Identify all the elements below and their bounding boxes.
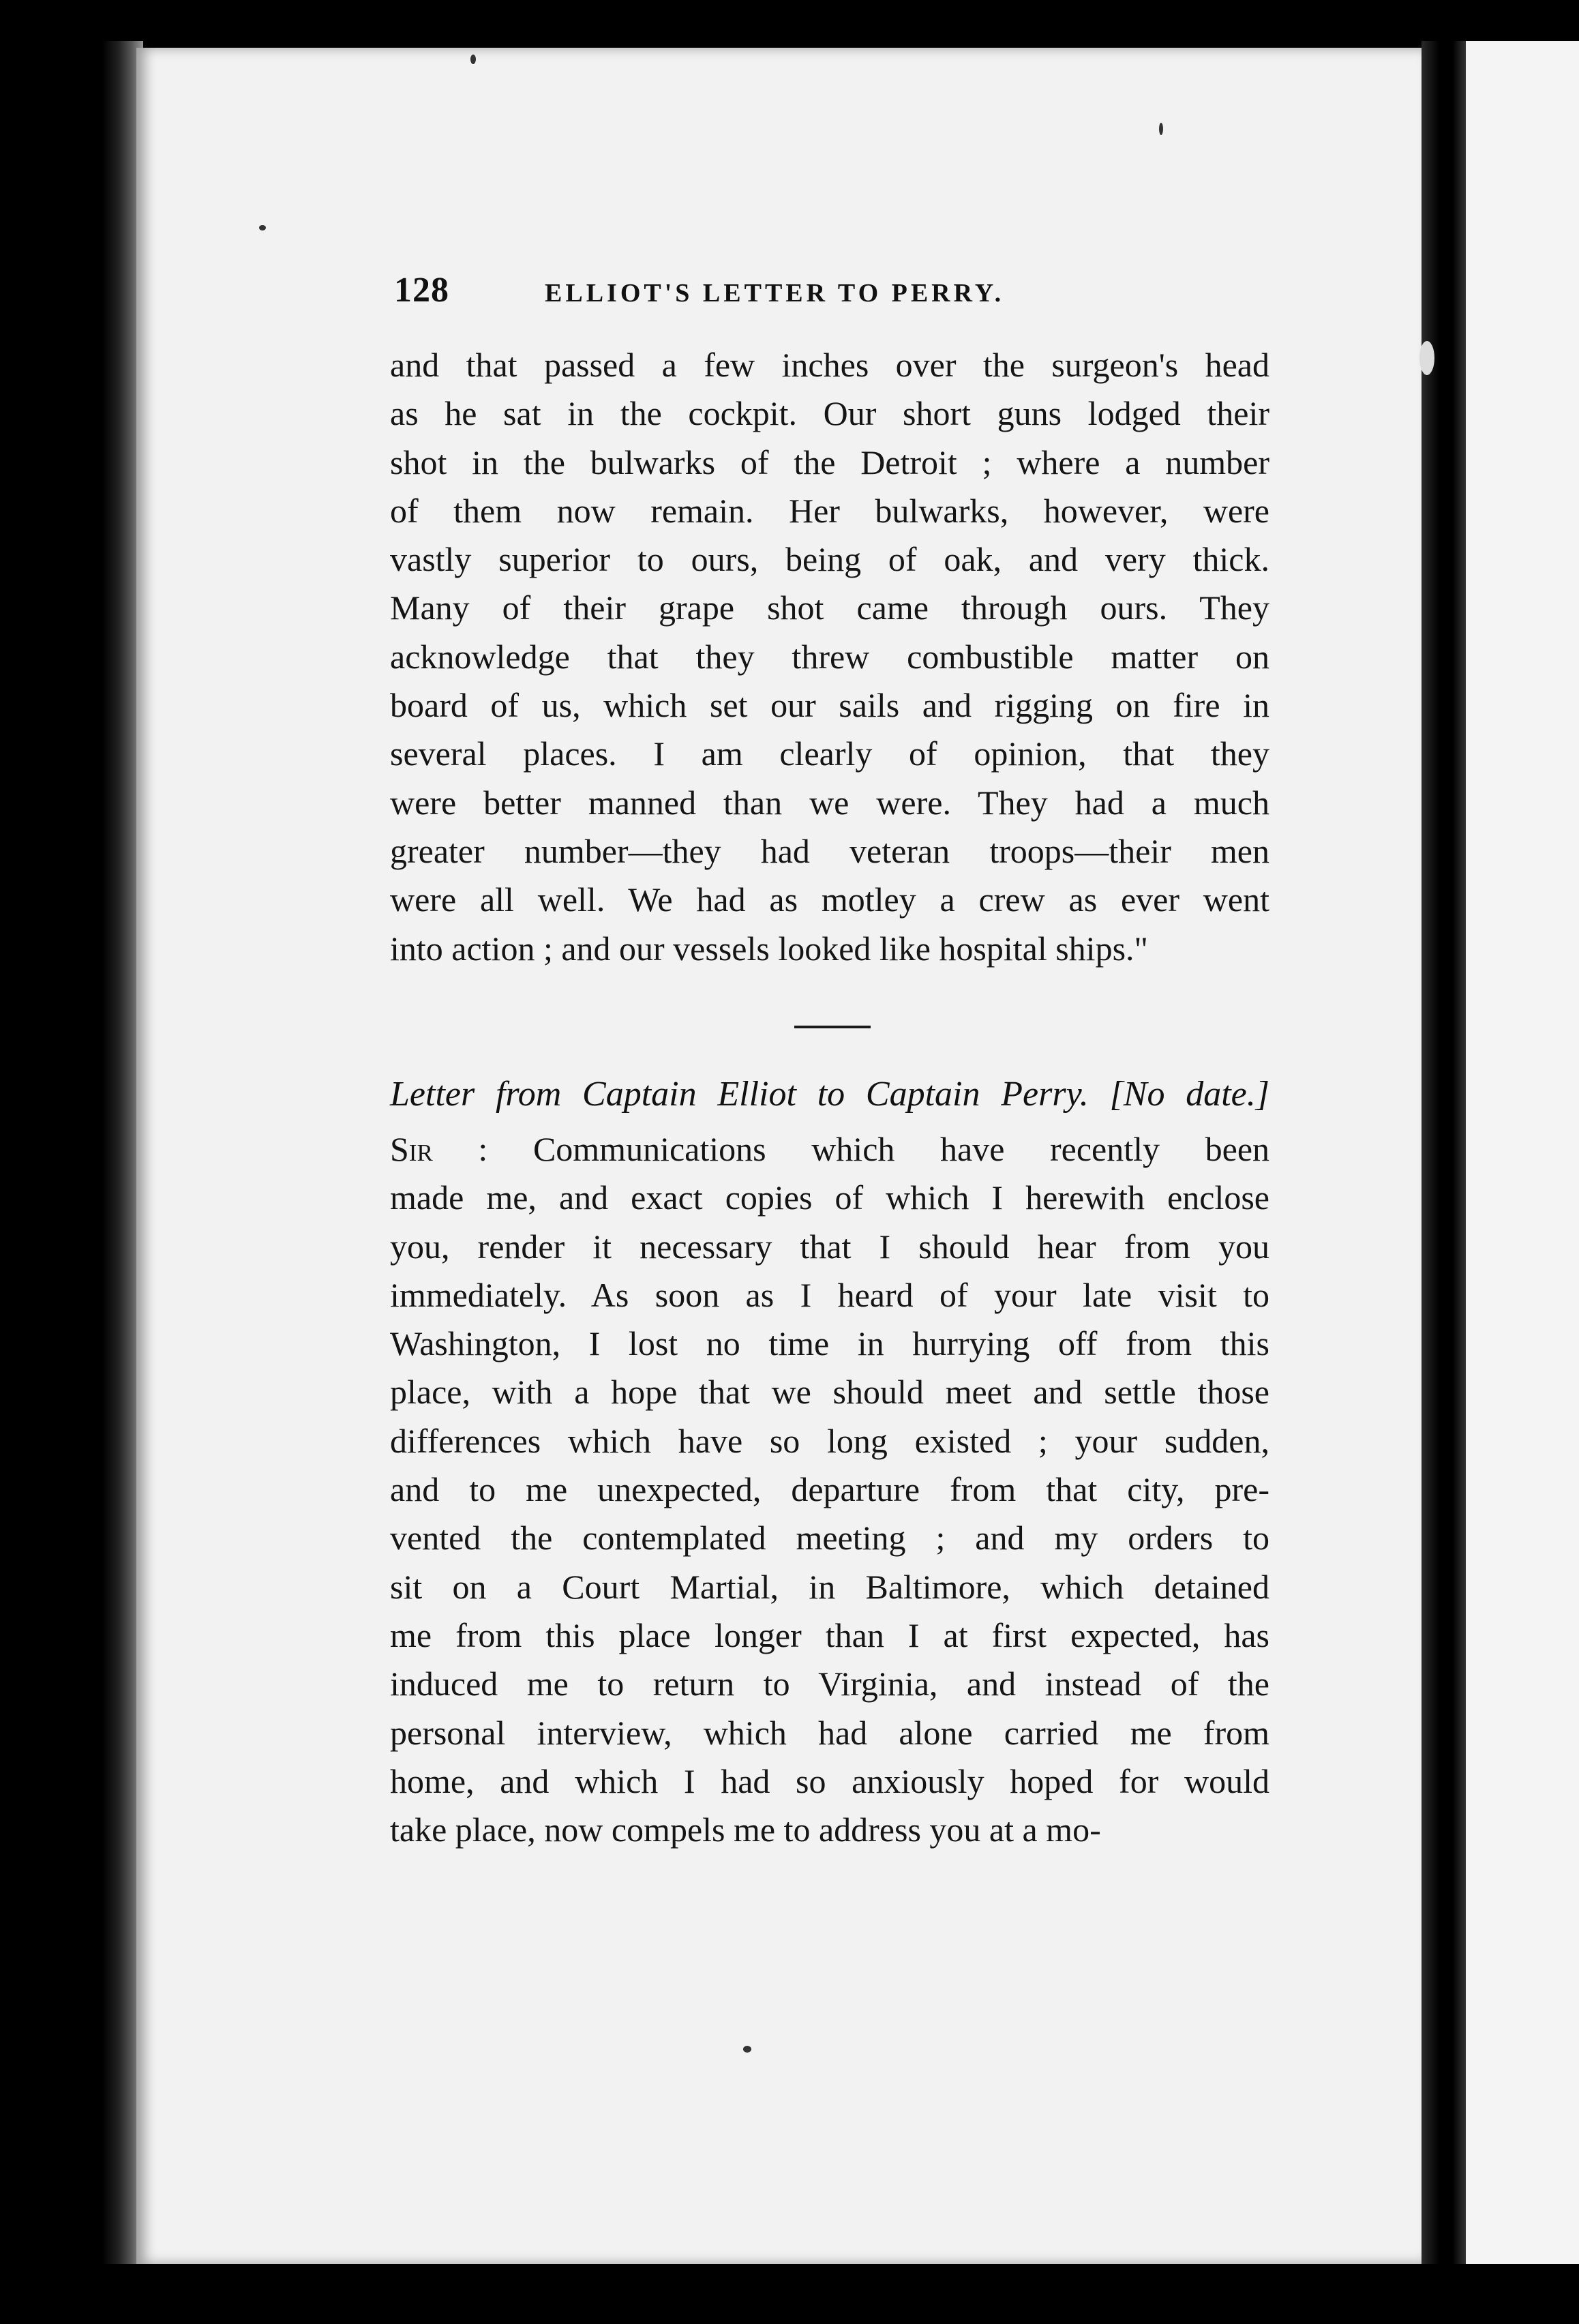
text-line: me from this place longer than I at first expected, has (390, 1615, 1269, 1654)
paragraph-continued (390, 341, 1269, 973)
page-fold-shadow (1422, 41, 1466, 2284)
letter-title: Letter from Captain Elliot to Captain Perry. [No date.] (390, 1075, 1269, 1114)
text-line: as he sat in the cockpit. Our short guns lodged their (390, 394, 1269, 433)
scan-speck (743, 2046, 751, 2053)
text-line: vastly superior to ours, being of oak, and very thick. (390, 540, 1269, 579)
scan-speck (1419, 341, 1434, 375)
text-line: greater number—they had veteran troops—their men (390, 831, 1269, 870)
scan-speck (259, 225, 266, 230)
text-line: were all well. We had as motley a crew as ever went (390, 880, 1269, 919)
text-line: immediately. As soon as I heard of your late visit to (390, 1275, 1269, 1314)
scan-top-border (0, 0, 1579, 42)
facing-page-fragment (1466, 41, 1579, 2278)
text-line: personal interview, which had alone carried me from (390, 1713, 1269, 1752)
text-line: board of us, which set our sails and rigging on fire in (390, 686, 1269, 725)
text-line: into action ; and our vessels looked like hospital ships." (390, 929, 1148, 968)
text-line: Many of their grape shot came through ours. They (390, 589, 1269, 627)
text-line: Washington, I lost no time in hurrying off from this (390, 1324, 1269, 1363)
section-rule (794, 1026, 871, 1028)
text-line: acknowledge that they threw combustible matter on (390, 637, 1269, 676)
text-line: take place, now compels me to address you at a mo- (390, 1811, 1101, 1849)
text-line: and that passed a few inches over the surgeon's head (390, 346, 1269, 384)
scan-speck (470, 55, 476, 64)
text-line: Communications which have recently been (532, 1130, 1269, 1168)
text-line: of them now remain. Her bulwarks, however, were (390, 491, 1269, 530)
text-line: several places. I am clearly of opinion, that they (390, 734, 1269, 773)
page-header (394, 270, 1076, 310)
text-line: shot in the bulwarks of the Detroit ; where a number (390, 443, 1269, 481)
scan-bottom-border (0, 2264, 1579, 2324)
text-line: induced me to return to Virginia, and instead of the (390, 1665, 1269, 1703)
letter-body (390, 1125, 1269, 1854)
text-line: differences which have so long existed ; your sudden, (390, 1421, 1269, 1460)
text-line: place, with a hope that we should meet and settle those (390, 1373, 1269, 1412)
text-line: you, render it necessary that I should hear from you (390, 1227, 1269, 1266)
page-number: 128 (394, 271, 449, 310)
letter-first-line (390, 1125, 1269, 1174)
text-line: home, and which I had so anxiously hoped for would (390, 1761, 1269, 1800)
text-line: were better manned than we were. They had a much (390, 783, 1269, 822)
text-line: vented the contemplated meeting ; and my orders to (390, 1519, 1269, 1558)
salutation: Sir : (390, 1130, 488, 1168)
text-line: sit on a Court Martial, in Baltimore, which detained (390, 1567, 1269, 1606)
running-head: ELLIOT'S LETTER TO PERRY. (545, 279, 1005, 308)
text-line: and to me unexpected, departure from that city, pre- (390, 1470, 1269, 1509)
scan-speck (1159, 123, 1163, 135)
text-line: made me, and exact copies of which I herewith enclose (390, 1178, 1269, 1217)
